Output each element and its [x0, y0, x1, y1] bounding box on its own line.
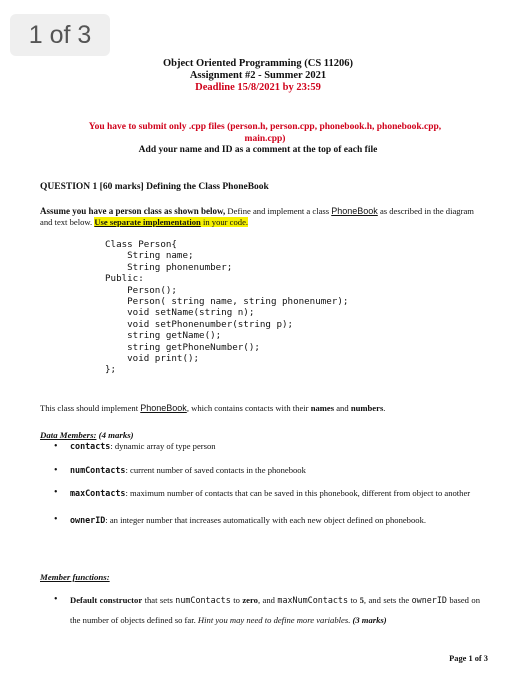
list-item: [60, 590, 480, 630]
function-text: that sets: [142, 595, 176, 605]
para-text-b: , which contains contacts with their: [186, 403, 311, 413]
function-text: based on the number of objects defined so far.: [70, 595, 480, 625]
function-marks: (3 marks): [350, 615, 387, 625]
function-text: to: [230, 595, 243, 605]
para-names: names: [310, 403, 335, 413]
question-intro: [40, 206, 480, 228]
member-desc: : an integer number that increases automatically with each new object defined on phonebook.: [105, 515, 427, 525]
intro-text-a: Define and implement a class: [225, 206, 332, 216]
member-name: contacts: [70, 441, 111, 451]
member-desc: : dynamic array of type person: [110, 441, 216, 451]
code-line: String name;: [105, 250, 194, 262]
submission-note: You have to submit only .cpp files (person.h, person.cpp, phonebook.h, phonebook.cpp, main.cpp): [88, 122, 442, 144]
list-item: [60, 510, 480, 530]
code-line: string getName();: [105, 330, 222, 342]
document-header: [0, 58, 516, 94]
list-item: [60, 465, 480, 476]
para-class-name: PhoneBook: [140, 403, 187, 413]
function-code: ownerID: [411, 595, 447, 605]
para-end: .: [383, 403, 386, 413]
person-class-code: [105, 239, 348, 376]
member-name: maxContacts: [70, 488, 126, 498]
intro-bold: Assume you have a person class as shown below,: [40, 206, 226, 216]
member-name: numContacts: [70, 465, 126, 475]
member-desc: : maximum number of contacts that can be saved in this phonebook, different from object to another: [125, 488, 471, 498]
para-numbers: numbers: [350, 403, 384, 413]
intro-text-c: in your code.: [200, 217, 249, 227]
para-text-a: This class should implement: [40, 403, 141, 413]
code-line: string getPhoneNumber();: [105, 341, 260, 353]
data-members-list: [60, 441, 480, 539]
function-text: , and sets the: [363, 595, 412, 605]
intro-text-b: as described in the diagram and text below.: [40, 206, 474, 227]
member-functions-label: Member functions:: [40, 572, 110, 582]
member-desc: : current number of saved contacts in the phonebook: [125, 465, 306, 475]
code-line: void setName(string n);: [105, 307, 255, 319]
code-line: Class Person{: [105, 239, 177, 250]
code-line: Public:: [105, 273, 144, 285]
data-members-heading: [40, 430, 134, 440]
code-line: String phonenumber;: [105, 261, 233, 273]
function-text: to: [348, 595, 360, 605]
code-line: };: [105, 364, 117, 376]
page-indicator: 1 of 3: [10, 14, 110, 56]
data-members-marks: (4 marks): [96, 430, 134, 440]
question-title: QUESTION 1 [60 marks] Defining the Class PhoneBook: [40, 182, 269, 192]
function-name: Default constructor: [70, 595, 143, 605]
page-footer: Page 1 of 3: [449, 654, 488, 663]
assignment-title: Assignment #2 - Summer 2021: [189, 70, 327, 81]
code-line: Person( string name, string phonenumer);: [105, 296, 349, 308]
member-functions-heading: [40, 572, 110, 582]
name-id-note: Add your name and ID as a comment at the top of each file: [138, 145, 378, 155]
member-name: ownerID: [70, 515, 106, 525]
function-text: , and: [257, 595, 278, 605]
phonebook-description: [40, 403, 480, 413]
para-and: and: [334, 403, 351, 413]
function-hint: Hint you may need to define more variables.: [197, 615, 351, 625]
code-line: Person();: [105, 284, 177, 296]
function-zero: zero: [242, 595, 258, 605]
deadline: Deadline 15/8/2021 by 23:59: [195, 82, 321, 93]
function-code: numContacts: [175, 595, 231, 605]
class-name: PhoneBook: [331, 206, 378, 216]
code-line: void print();: [105, 353, 200, 365]
function-five: 5: [359, 595, 364, 605]
course-title: Object Oriented Programming (CS 11206): [163, 58, 353, 69]
member-functions-list: [60, 590, 480, 639]
list-item: [60, 441, 480, 452]
data-members-label: Data Members:: [40, 430, 97, 440]
function-code: maxNumContacts: [277, 595, 348, 605]
separate-implementation: Use separate implementation: [94, 217, 201, 227]
code-line: void setPhonenumber(string p);: [105, 318, 294, 330]
list-item: [60, 483, 480, 503]
